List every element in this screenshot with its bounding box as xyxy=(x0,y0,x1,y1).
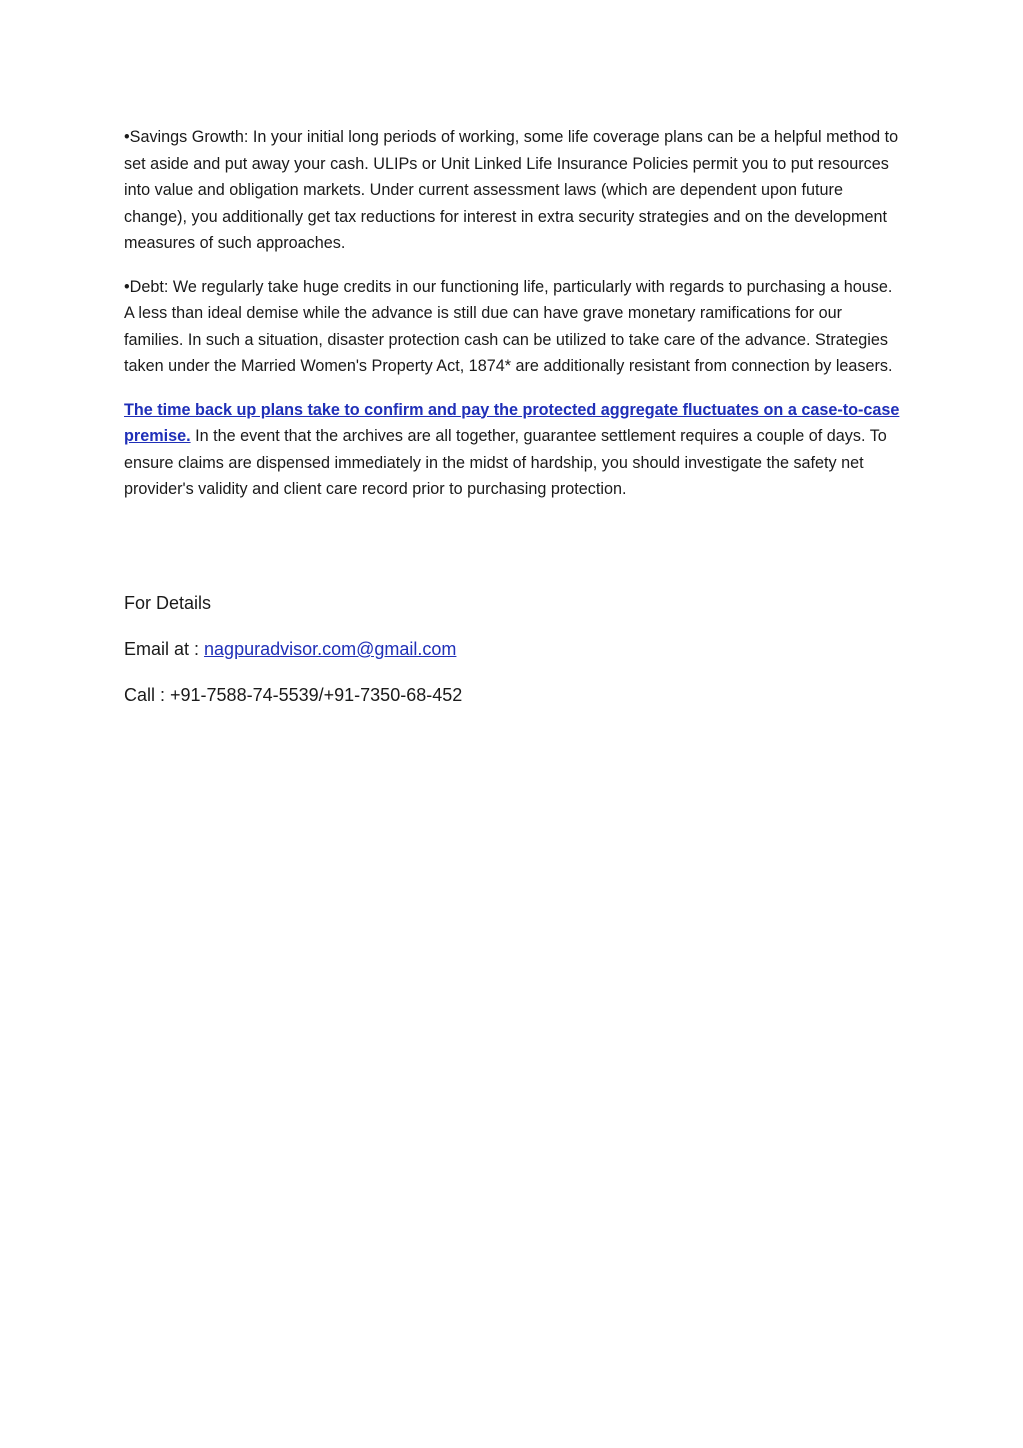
email-line xyxy=(124,636,900,662)
contact-heading: For Details xyxy=(124,593,212,613)
email-link[interactable]: nagpuradvisor.com@gmail.com xyxy=(204,639,457,659)
savings-growth-paragraph: •Savings Growth: In your initial long periods of working, some life coverage plans can be a helpful method to set aside and put away your cash. ULIPs or Unit Linked Life Insurance Policies permit you to put resources into value and obligation markets. Under current assessment laws (which are dependent upon future change), you additionally get tax reductions for interest in extra security strategies and on the development measures of such approaches. xyxy=(124,128,899,252)
claims-text: In the event that the archives are all together, guarantee settlement requires a couple of days. To ensure claims are dispensed immediately in the midst of hardship, you should investigate the safety net provider's validity and client care record prior to purchasing protection. xyxy=(124,427,887,498)
email-label: Email at : xyxy=(124,639,205,659)
claims-link[interactable]: The time back up plans take to confirm and pay the protected aggregate fluctuates on a case-to-case premise. xyxy=(124,400,900,445)
claims-paragraph xyxy=(124,397,900,503)
contact-section xyxy=(124,590,900,728)
document-body xyxy=(124,124,900,520)
debt-paragraph: •Debt: We regularly take huge credits in our functioning life, particularly with regards to purchasing a house. A less than ideal demise while the advance is still due can have grave monetary ramifications for our families. In such a situation, disaster protection cash can be utilized to take care of the advance. Strategies taken under the Married Women's Property Act, 1874* are additionally resistant from connection by leasers. xyxy=(124,277,893,375)
call-line: Call : +91-7588-74-5539/+91-7350-68-452 xyxy=(124,685,463,705)
